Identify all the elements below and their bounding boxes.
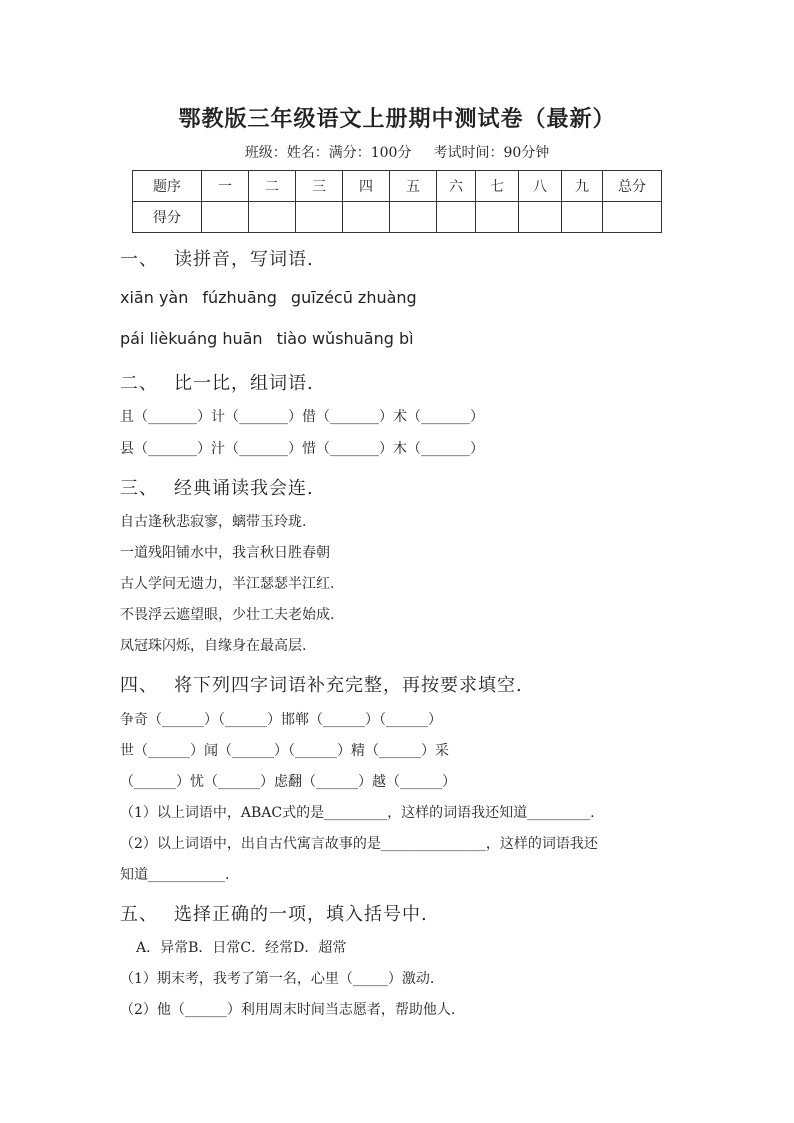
score-cell[interactable]	[562, 202, 603, 233]
score-cell[interactable]	[603, 202, 662, 233]
score-header-cell: 七	[476, 171, 519, 202]
section-title: 经典诵读我会连.	[174, 478, 314, 499]
section-heading	[120, 474, 314, 500]
question-line: 县（_______）汁（_______）惜（_______）木（_______）	[120, 441, 484, 457]
pinyin-word: pái lièkuáng huān	[120, 329, 263, 348]
score-header-cell: 题序	[133, 171, 202, 202]
score-header-cell: 八	[519, 171, 562, 202]
score-header-cell: 五	[390, 171, 437, 202]
score-cell[interactable]	[437, 202, 476, 233]
question-line: （2）他（______）利用周末时间当志愿者，帮助他人.	[120, 1002, 456, 1018]
poem-line: 古人学问无遗力，半江瑟瑟半江红.	[120, 576, 335, 592]
page-title: 鄂教版三年级语文上册期中测试卷（最新）	[178, 106, 616, 132]
section-title: 比一比，组词语.	[174, 373, 314, 394]
question-line: （2）以上词语中，出自古代寓言故事的是_______________，这样的词语我还	[120, 836, 598, 852]
score-header-cell: 总分	[603, 171, 662, 202]
pinyin-word: tiào wǔshuāng bì	[276, 329, 414, 348]
section-heading	[120, 900, 428, 926]
question-line: 争奇（______）（______）邯郸（______）（______）	[120, 712, 442, 728]
section-title: 读拼音，写词语.	[174, 249, 314, 270]
section-number: 一、	[120, 249, 158, 270]
pinyin-word: xiān yàn	[120, 288, 189, 307]
score-header-cell: 二	[249, 171, 296, 202]
score-cell[interactable]	[202, 202, 249, 233]
pinyin-word: guīzécū zhuàng	[290, 288, 417, 307]
question-line: （______）忧（______）虑翻（______）越（______）	[120, 774, 456, 790]
section-number: 二、	[120, 373, 158, 394]
question-line: （1）期末考，我考了第一名，心里（_____）激动.	[120, 971, 435, 987]
score-table-score-row	[133, 202, 662, 233]
poem-line: 不畏浮云遮望眼，少壮工夫老始成.	[120, 607, 335, 623]
choice-options: A．异常B．日常C．经常D．超常	[136, 940, 347, 956]
poem-line: 自古逢秋悲寂寥，螭带玉玲珑.	[120, 514, 307, 530]
score-table	[132, 170, 662, 233]
score-cell[interactable]	[390, 202, 437, 233]
question-line: 知道___________.	[120, 867, 230, 883]
section-title: 选择正确的一项，填入括号中.	[174, 904, 428, 925]
score-header-cell: 九	[562, 171, 603, 202]
score-cell[interactable]	[343, 202, 390, 233]
section-number: 四、	[120, 675, 158, 696]
question-line: （1）以上词语中，ABAC式的是_________，这样的词语我还知道_________.	[120, 805, 595, 821]
pinyin-line	[120, 329, 428, 348]
score-header-cell: 一	[202, 171, 249, 202]
section-number: 五、	[120, 904, 158, 925]
pinyin-word: fúzhuāng	[202, 288, 277, 307]
pinyin-line	[120, 288, 431, 307]
exam-info	[0, 142, 794, 162]
score-cell[interactable]	[519, 202, 562, 233]
section-heading	[120, 245, 314, 271]
info-class-name-score: 班级：姓名：满分：100分	[244, 145, 412, 161]
score-header-cell: 六	[437, 171, 476, 202]
score-row-label: 得分	[133, 202, 202, 233]
section-number: 三、	[120, 478, 158, 499]
poem-line: 凤冠珠闪烁，自缘身在最高层.	[120, 638, 307, 654]
section-heading	[120, 671, 523, 697]
question-line: 且（_______）计（_______）借（_______）术（_______）	[120, 409, 484, 425]
section-title: 将下列四字词语补充完整，再按要求填空.	[174, 675, 523, 696]
score-header-cell: 三	[296, 171, 343, 202]
score-header-cell: 四	[343, 171, 390, 202]
info-exam-time: 考试时间：90分钟	[433, 145, 550, 161]
score-table-header-row	[133, 171, 662, 202]
score-cell[interactable]	[476, 202, 519, 233]
question-line: 世（______）闻（______）（______）精（______）采	[120, 743, 449, 759]
poem-line: 一道残阳铺水中，我言秋日胜春朝	[120, 545, 330, 561]
score-cell[interactable]	[249, 202, 296, 233]
section-heading	[120, 369, 314, 395]
score-cell[interactable]	[296, 202, 343, 233]
